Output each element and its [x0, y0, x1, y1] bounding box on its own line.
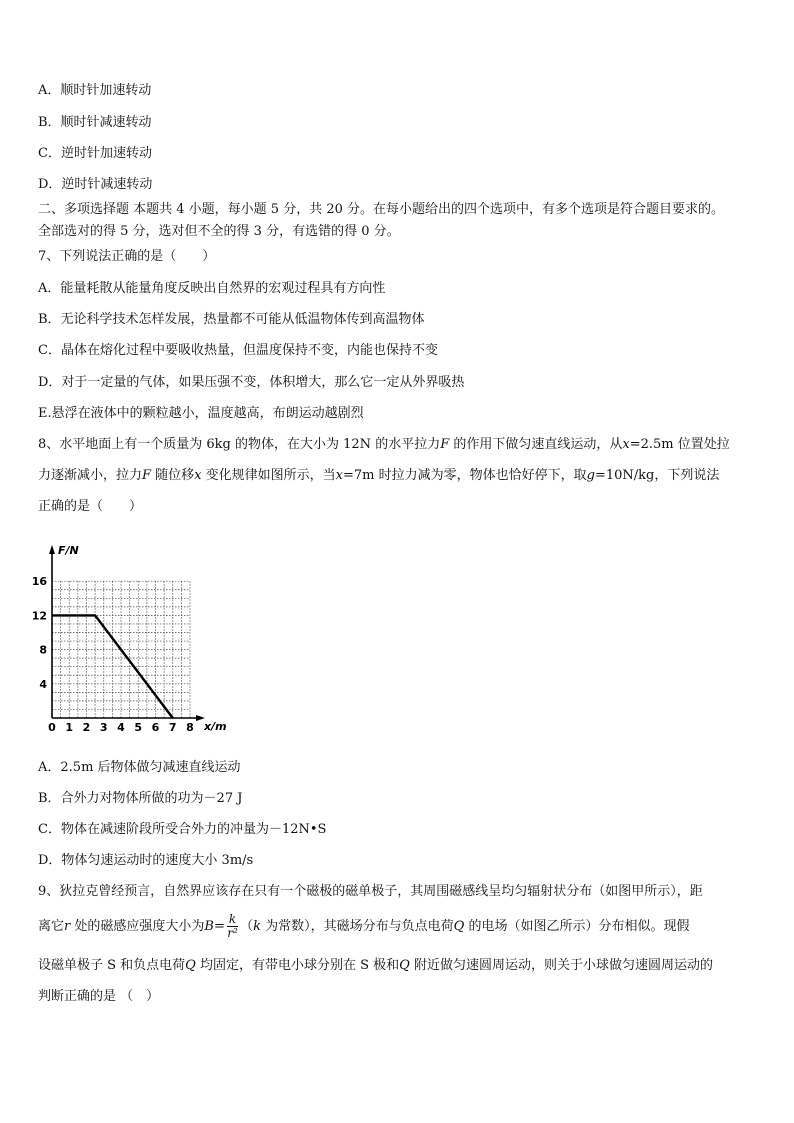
y-tick-label: 8 — [39, 643, 47, 657]
x-tick-label: 8 — [186, 721, 194, 734]
q9-stem-line3: 设磁单极子 S 和负点电荷Q 均固定，有带电小球分别在 S 极和Q 附近做匀速圆周运动，则关于小球做匀速圆周运动的 — [38, 958, 713, 973]
q8-option-b: B．合外力对物体所做的功为－27 J — [38, 791, 243, 806]
x-tick-label: 6 — [151, 721, 160, 734]
q9-stem-line2: 离它r 处的磁感应强度大小为B= $\frac{k}{\text{r²}}$ （k 为常数），其磁场分布与负点电荷Q 的电场（如图乙所示）分布相似。现假 — [38, 912, 690, 940]
q8-stem-line3: 正确的是（ ） — [38, 499, 143, 514]
q6-option-a: A．顺时针加速转动 — [38, 83, 152, 98]
formula-fraction: $\frac{k}{\text{r²}}$ — [227, 912, 238, 940]
q9-stem-line4: 判断正确的是 （ ） — [38, 989, 160, 1004]
q8-option-c: C．物体在减速阶段所受合外力的冲量为－12N•S — [38, 822, 327, 837]
chart-ticks — [32, 575, 194, 734]
q7-option-b: B．无论科学技术怎样发展，热量都不可能从低温物体传到高温物体 — [38, 312, 425, 327]
x-tick-label: 2 — [82, 721, 91, 734]
q6-option-c: C．逆时针加速转动 — [38, 146, 152, 161]
section2-instructions-line1: 二、多项选择题 本题共 4 小题，每小题 5 分，共 20 分。在每小题给出的四个选项中，有多个选项是符合题目要求的。 — [38, 202, 725, 217]
q7-option-d: D．对于一定量的气体，如果压强不变，体积增大，那么它一定从外界吸热 — [38, 375, 465, 390]
q7-option-a: A．能量耗散从能量角度反映出自然界的宏观过程具有方向性 — [38, 281, 386, 296]
y-tick-label: 12 — [31, 609, 47, 623]
q7-option-e: E.悬浮在液体中的颗粒越小，温度越高，布朗运动越剧烈 — [38, 406, 364, 421]
force-displacement-chart — [30, 540, 227, 740]
chart-axes — [49, 544, 227, 733]
x-axis-label: x/m — [204, 720, 227, 733]
q8-stem-line1: 8、水平地面上有一个质量为 6kg 的物体，在大小为 12N 的水平拉力F 的作用下做匀速直线运动，从x=2.5m 位置处拉 — [38, 437, 730, 452]
q8-option-a: A．2.5m 后物体做匀减速直线运动 — [38, 760, 241, 775]
section2-instructions-line2: 全部选对的得 5 分，选对但不全的得 3 分，有选错的得 0 分。 — [38, 224, 400, 239]
x-tick-label: 0 — [48, 721, 56, 734]
y-tick-label: 4 — [39, 677, 47, 691]
q8-stem-line2: 力逐渐减小，拉力F 随位移x 变化规律如图所示，当x=7m 时拉力减为零，物体也恰好停下，取g=10N/kg，下列说法 — [38, 468, 720, 483]
q6-option-b: B．顺时针减速转动 — [38, 115, 152, 130]
x-tick-label: 5 — [134, 721, 143, 734]
y-tick-label: 16 — [31, 575, 47, 589]
y-axis-arrow — [49, 545, 55, 554]
x-tick-label: 7 — [168, 721, 177, 734]
q7-stem: 7、下列说法正确的是（ ） — [38, 249, 216, 264]
q6-option-d: D．逆时针减速转动 — [38, 177, 153, 192]
y-axis-label: F/N — [58, 544, 79, 557]
q9-stem-line1: 9、狄拉克曾经预言，自然界应该存在只有一个磁极的磁单极子，其周围磁感线呈均匀辐射状分布（如图甲所示），距 — [38, 884, 703, 899]
q8-option-d: D．物体匀速运动时的速度大小 3m/s — [38, 853, 254, 868]
x-tick-label: 1 — [65, 721, 74, 734]
x-tick-label: 3 — [99, 721, 108, 734]
q7-option-c: C．晶体在熔化过程中要吸收热量，但温度保持不变，内能也保持不变 — [38, 343, 438, 358]
x-tick-label: 4 — [117, 721, 125, 734]
